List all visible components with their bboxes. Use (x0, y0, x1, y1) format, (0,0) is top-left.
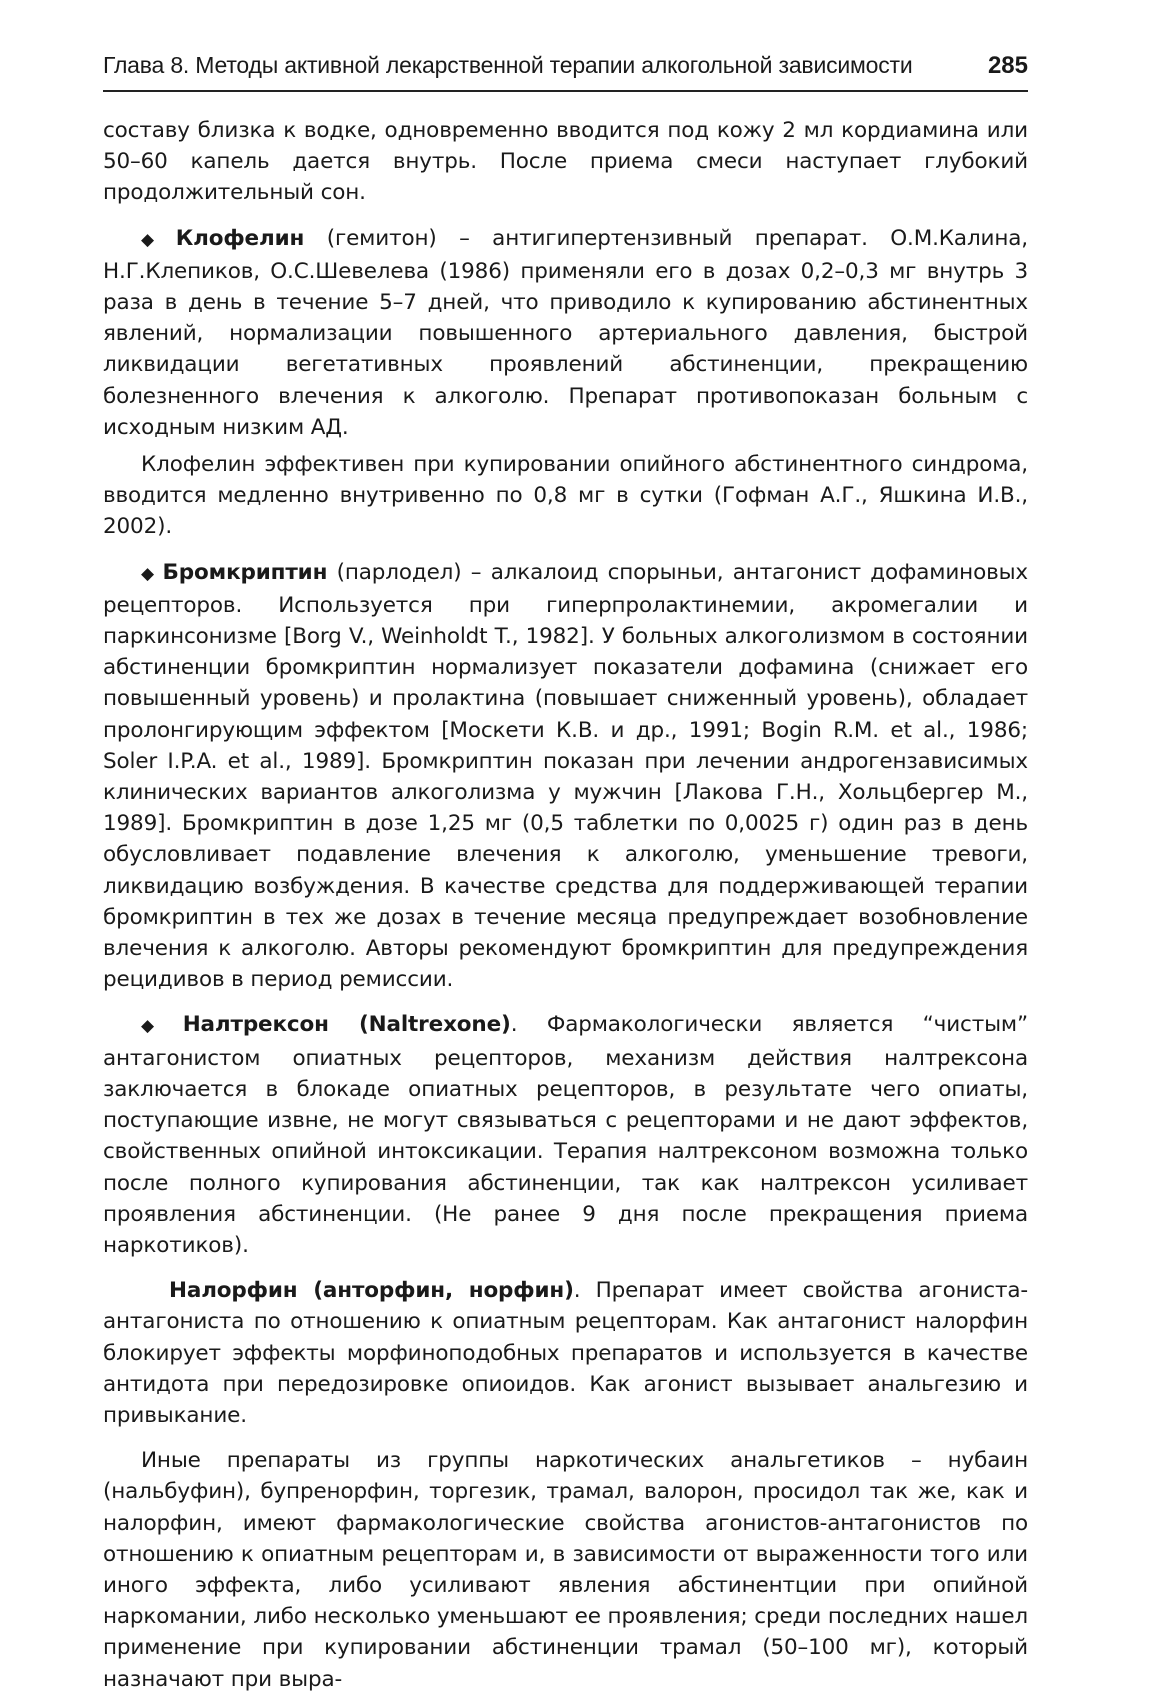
paragraph-bromocriptine (103, 557, 1028, 996)
paragraph-clonidine (103, 223, 1028, 443)
paragraph-continuation: составу близка к водке, одновременно вводится под кожу 2 мл кордиамина или 50–60 капель дается внутрь. После приема смеси наступает глубокий продолжительный сон. (103, 118, 1028, 206)
drug-term-nalorphine: Налорфин (анторфин, норфин) (169, 1278, 574, 1304)
drug-term-naltrexone: Налтрексон (Naltrexone) (182, 1012, 511, 1038)
diamond-bullet-icon: ◆ (141, 563, 157, 584)
page-number: 285 (987, 52, 1028, 79)
paragraph-text: . Фармакологически является “чистым” антагонистом опиатных рецепторов, механизм действия налтрексона заключается в блокаде опиатных рецепторов, в результате чего опиаты, поступающие извне, не могут связываться с рецепторами и не дают эффектов, свойственных опийной интоксикации. Терапия налтрексоном возможна только после полного купирования абстиненции, так как налтрексон усиливает проявления абстиненции. (Не ранее 9 дня после прекращения приема наркотиков). (103, 1012, 1028, 1258)
paragraph-clonidine-opioid: Клофелин эффективен при купировании опийного абстинентного синдрома, вводится медленно внутривенно по 0,8 мг в сутки (Гофман А.Г., Яшкина И.В., 2002). (103, 452, 1028, 540)
drug-term-clonidine: Клофелин (175, 225, 305, 251)
diamond-bullet-icon: ◆ (141, 1016, 177, 1037)
diamond-bullet-icon: ◆ (141, 229, 170, 250)
page-body (103, 115, 1028, 1695)
paragraph-other-analgesics: Иные препараты из группы наркотических анальгетиков – нубаин (нальбуфин), бупренорфин, торгезик, трамал, валорон, просидол так же, как и налорфин, имеют фармакологические свойства агонистов-антагонистов по отношению к опиатным рецепторам и, в зависимости от выраженности того или иного эффекта, либо усиливают явления абстинентции при опийной наркомании, либо несколько уменьшают ее проявления; среди последних нашел применение при купировании абстиненции трамал (50–100 мг), который назначают при выра- (103, 1448, 1028, 1692)
drug-term-bromocriptine: Бромкриптин (162, 559, 328, 585)
paragraph-text: . Препарат имеет свойства агониста-антагониста по отношению к опиатным рецепторам. Как антагонист налорфин блокирует эффекты морфиноподобных препаратов и используется в качестве антидота при передозировке опиоидов. Как агонист вызывает анальгезию и привыкание. (103, 1278, 1028, 1428)
running-header (103, 52, 1028, 92)
chapter-title: Глава 8. Методы активной лекарственной терапии алкогольной зависимости (103, 52, 913, 78)
paragraph-naltrexone (103, 1009, 1028, 1261)
paragraph-nalorphine (103, 1275, 1028, 1431)
paragraph-text: (гемитон) – антигипертензивный препарат. О.М.Калина, Н.Г.Клепиков, О.С.Шевелева (1986) применяли его в дозах 0,2–0,3 мг внутрь 3 раза в день в течение 5–7 дней, что приводило к купированию абстинентных явлений, нормализации повышенного артериального давления, быстрой ликвидации вегетативных проявлений абстиненции, прекращению болезненного влечения к алкоголю. Препарат противопоказан больным с исходным низким АД. (103, 225, 1028, 440)
paragraph-text: (парлодел) – алкалоид спорыньи, антагонист дофаминовых рецепторов. Используется при гиперпролактинемии, акромегалии и паркинсонизме [Borg V., Weinholdt T., 1982]. У больных алкоголизмом в состоянии абстиненции бромкриптин нормализует показатели дофамина (снижает его повышенный уровень) и пролактина (повышает сниженный уровень), обладает пролонгирующим эффектом [Москети К.В. и др., 1991; Bogin R.M. et al., 1986; Soler I.P.A. et al., 1989]. Бромкриптин показан при лечении андрогензависимых клинических вариантов алкоголизма у мужчин [Лакова Г.Н., Хольцбергер М., 1989]. Бромкриптин в дозе 1,25 мг (0,5 таблетки по 0,0025 г) один раз в день обусловливает подавление влечения к алкоголю, уменьшение тревоги, ликвидацию возбуждения. В качестве средства для поддерживающей терапии бромкриптин в тех же дозах в течение месяца предупреждает возобновление влечения к алкоголю. Авторы рекомендуют бромкриптин для предупреждения рецидивов в период ремиссии. (103, 559, 1028, 993)
